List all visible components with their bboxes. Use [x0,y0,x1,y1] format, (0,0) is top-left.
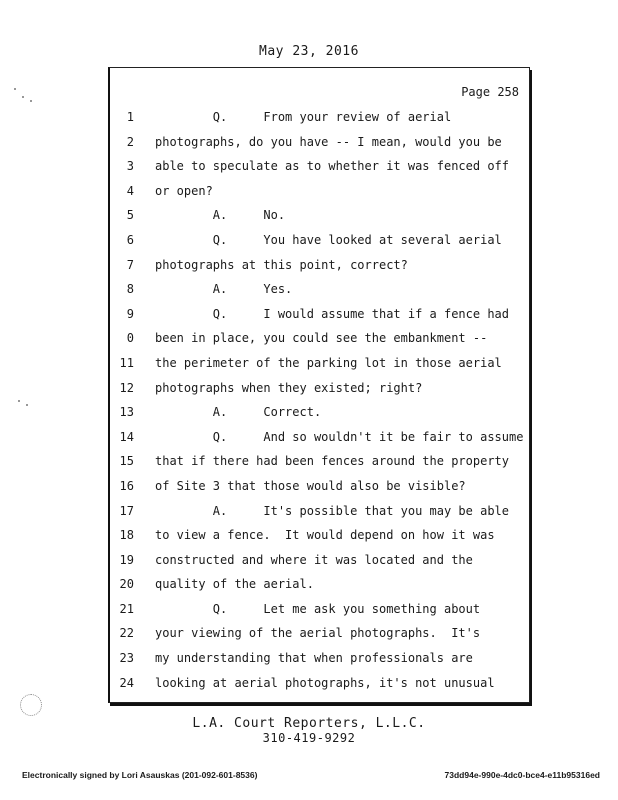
punch-hole-mark [20,694,42,716]
line-number: 12 [119,380,134,395]
transcript-lines [110,105,529,695]
line-number: 5 [126,208,134,223]
line-number: 3 [126,159,134,174]
line-number: 22 [119,626,134,641]
transcript-line [110,523,529,548]
line-number: 4 [126,183,134,198]
line-text: been in place, you could see the embankment -- [155,331,488,346]
line-number: 7 [126,257,134,272]
transcript-line [110,253,529,278]
line-text: photographs at this point, correct? [155,257,408,272]
line-number: 2 [126,134,134,149]
header-date: May 23, 2016 [259,44,359,59]
line-text: your viewing of the aerial photographs. It's [155,626,481,641]
transcript-line [110,400,529,425]
scan-artifact [22,96,24,98]
transcript-line [110,621,529,646]
scan-artifact [30,100,32,102]
transcript-line [110,130,529,155]
line-text: looking at aerial photographs, it's not unusual [155,675,495,690]
line-number: 14 [119,429,134,444]
transcript-line [110,302,529,327]
court-reporter-name: L.A. Court Reporters, L.L.C. [192,716,426,731]
line-number: 19 [119,552,134,567]
line-text: Q. From your review of aerial [155,110,452,124]
line-number: 1 [126,110,134,124]
line-text: photographs, do you have -- I mean, would you be [155,134,502,149]
line-number: 21 [119,601,134,616]
line-text: able to speculate as to whether it was fenced off [155,159,510,174]
transcript-line [110,548,529,573]
line-number: 6 [126,232,134,247]
transcript-line [110,646,529,671]
line-number: 24 [119,675,134,690]
transcript-frame [108,67,530,703]
scan-artifact [18,400,20,402]
transcript-line [110,203,529,228]
transcript-line [110,326,529,351]
line-number: 13 [119,405,134,420]
electronic-signature: Electronically signed by Lori Asauskas (201-092-601-8536) [22,770,258,780]
transcript-line [110,179,529,204]
line-text: to view a fence. It would depend on how it was [155,528,495,543]
transcript-line [110,474,529,499]
line-number: 8 [126,282,134,297]
transcript-line [110,277,529,302]
document-hash: 73dd94e-990e-4dc0-bce4-e11b95316ed [444,770,600,780]
transcript-line [110,449,529,474]
transcript-line [110,105,529,130]
transcript-line [110,425,529,450]
line-number: 17 [119,503,134,518]
transcript-line [110,499,529,524]
transcript-line [110,376,529,401]
line-text: constructed and where it was located and the [155,552,473,567]
line-text: A. Correct. [155,405,322,420]
line-number: 9 [126,306,134,321]
line-number: 23 [119,651,134,666]
scan-artifact [26,404,28,406]
line-text: the perimeter of the parking lot in those aerial [155,355,502,370]
transcript-line [110,351,529,376]
line-number: 18 [119,528,134,543]
transcript-line [110,228,529,253]
scan-artifact [14,88,16,90]
line-text: Q. Let me ask you something about [155,601,481,616]
transcript-line [110,597,529,622]
line-text: A. No. [155,208,286,223]
court-reporter-phone: 310-419-9292 [262,731,356,745]
line-text: of Site 3 that those would also be visible? [155,478,466,493]
line-text: Q. I would assume that if a fence had [155,306,510,321]
line-number: 0 [126,331,134,346]
line-text: photographs when they existed; right? [155,380,423,395]
line-number: 15 [119,454,134,469]
line-text: A. Yes. [155,282,293,297]
line-number: 16 [119,478,134,493]
line-text: Q. You have looked at several aerial [155,232,502,247]
line-text: A. It's possible that you may be able [155,503,510,518]
line-number: 11 [119,355,134,370]
line-text: that if there had been fences around the property [155,454,510,469]
line-number: 20 [119,577,134,592]
transcript-line [110,154,529,179]
line-text: or open? [155,183,213,198]
line-text: Q. And so wouldn't it be fair to assume [155,429,524,444]
line-text: my understanding that when professionals are [155,651,473,666]
transcript-line [110,572,529,597]
page-number: Page 258 [461,85,519,99]
transcript-line [110,671,529,696]
line-text: quality of the aerial. [155,577,314,592]
